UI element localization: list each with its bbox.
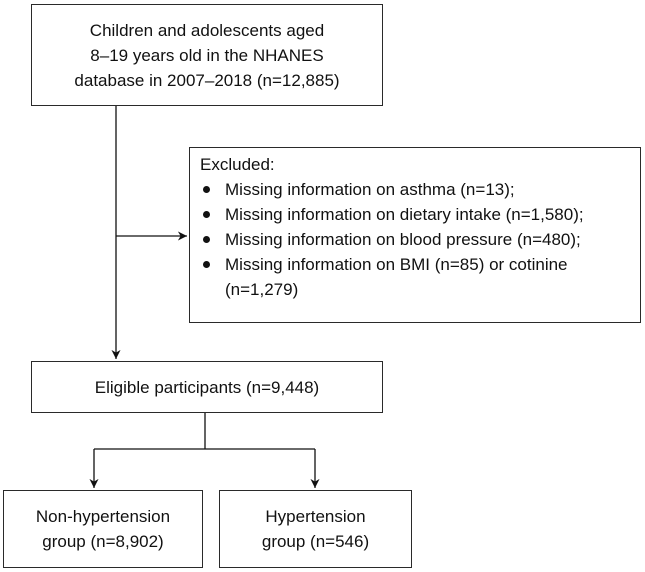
excluded-box <box>189 147 641 323</box>
eligible-participants-box <box>31 361 383 413</box>
exclusion-text: Missing information on BMI (n=85) or cotinine <box>225 255 568 274</box>
exclusion-text: Missing information on dietary intake (n=1,580); <box>225 205 584 224</box>
source-population-box <box>31 4 383 106</box>
source-line-3: database in 2007–2018 (n=12,885) <box>74 70 340 90</box>
exclusion-text: Missing information on asthma (n=13); <box>225 180 515 199</box>
exclusion-text: Missing information on blood pressure (n=480); <box>225 230 581 249</box>
exclusion-text-continued: (n=1,279) <box>225 280 299 299</box>
non-hypertension-line-1: Non-hypertension <box>35 507 171 526</box>
hypertension-line-2: group (n=546) <box>261 532 370 551</box>
exclusion-list <box>200 177 630 302</box>
hypertension-line-1: Hypertension <box>265 507 366 526</box>
exclusion-item-dietary <box>200 202 630 227</box>
exclusion-item-blood-pressure <box>200 227 630 252</box>
source-line-1: Children and adolescents aged <box>89 20 325 40</box>
exclusion-item-bmi-cotinine <box>200 252 630 302</box>
hypertension-group-box <box>219 490 412 568</box>
source-line-2: 8–19 years old in the NHANES <box>90 45 324 65</box>
non-hypertension-group-box <box>3 490 203 568</box>
exclusion-item-asthma <box>200 177 630 202</box>
non-hypertension-line-2: group (n=8,902) <box>42 532 164 551</box>
eligible-label: Eligible participants (n=9,448) <box>94 377 320 397</box>
excluded-title: Excluded: <box>200 155 275 174</box>
